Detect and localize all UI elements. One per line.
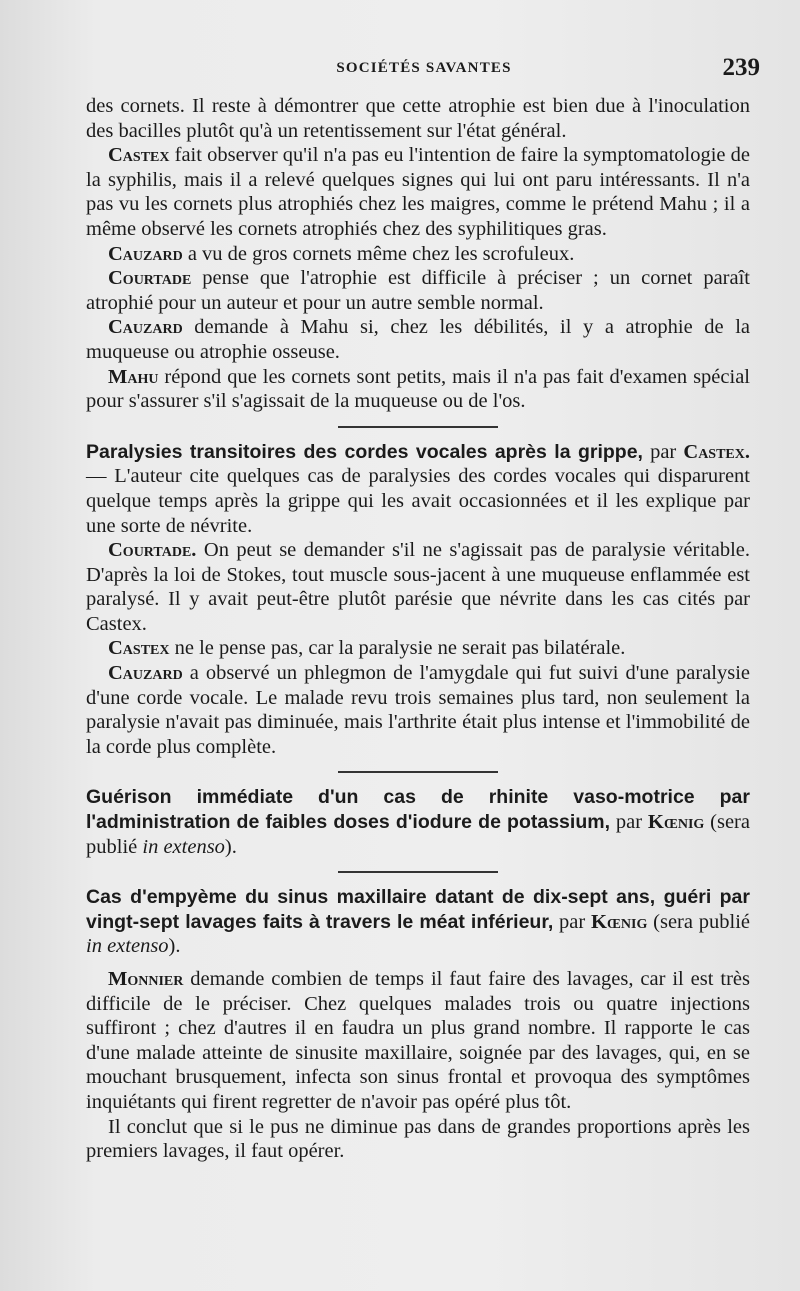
page-header — [88, 54, 760, 84]
section-title-paragraph — [86, 885, 750, 959]
section-title: Paralysies transitoires des cordes vocales après la grippe, — [86, 440, 643, 463]
paragraph — [86, 242, 750, 267]
title-by: par — [553, 910, 591, 933]
paragraph-text: pense que l'atrophie est difficile à préciser ; un cornet paraît atrophié pour un auteur et pour un autre semble normal. — [86, 267, 750, 314]
paragraph-text: répond que les cornets sont petits, mais il n'a pas fait d'examen spécial pour s'assurer s'il s'agissait de la muqueuse ou de l'os. — [86, 365, 750, 413]
paragraph: des cornets. Il reste à démontrer que cette atrophie est bien due à l'inoculation des bacilles plutôt qu'à un retentissement sur l'état général. — [86, 95, 750, 142]
paragraph — [86, 661, 750, 759]
section-title: Cas d'empyème du sinus maxillaire datant de dix-sept ans, guéri par vingt-sept lavages faits à travers le méat inférieur, — [86, 886, 750, 933]
section-divider — [338, 771, 498, 773]
section-divider — [338, 426, 498, 428]
section-title-paragraph — [86, 785, 750, 859]
paragraph — [86, 315, 750, 364]
running-title: SOCIÉTÉS SAVANTES — [336, 60, 512, 76]
paragraph — [86, 266, 750, 315]
paragraph — [86, 636, 750, 661]
in-extenso: in extenso — [86, 935, 169, 958]
speaker-name: Castex — [108, 144, 170, 167]
in-extenso: in extenso — [142, 835, 225, 858]
speaker-name: Cauzard — [108, 242, 183, 265]
paragraph: Il conclut que si le pus ne diminue pas dans de grandes proportions après les premiers lavages, il faut opérer. — [86, 1115, 750, 1163]
spacer — [86, 959, 750, 967]
speaker-name: Courtade. — [108, 539, 197, 562]
paragraph-text: demande combien de temps il faut faire des lavages, car il est très difficile de le préciser. Chez quelques malades trois ou quatre injections suffiront ; chez d'autres il en faudra un plus grand nombre. Il rapporte le cas d'une malade atteinte de sinusite maxillaire, soignée par des lavages, qui, en se mouchant brusquement, infecta son sinus frontal et provoqua des symptômes inquiétants qui firent regretter de n'avoir pas opéré plus tôt. — [86, 968, 750, 1113]
paragraph — [86, 143, 750, 241]
author-name: Kœnig — [647, 811, 705, 834]
paragraph-text: a observé un phlegmon de l'amygdale qui fut suivi d'une paralysie d'une corde vocale. Le malade revu trois semaines plus tard, non seulement la paralysie n'avait pas diminuée, mais l'arthrite était plus intense et l'immobilité de la corde plus complète. — [86, 662, 750, 758]
paragraph-text: a vu de gros cornets même chez les scrofuleux. — [182, 242, 575, 265]
paragraph-text: — L'auteur cite quelques cas de paralysies des cordes vocales qui disparurent quelque temps après la grippe qui les avait occasionnées et il les explique par une sorte de névrite. — [86, 465, 750, 537]
author-name: Kœnig — [590, 910, 648, 933]
paragraph-text: ne le pense pas, car la paralysie ne serait pas bilatérale. — [169, 637, 626, 660]
speaker-name: Monnier — [108, 968, 184, 990]
paren-open: (sera publié — [86, 811, 750, 858]
section-title: Guérison immédiate d'un cas de rhinite vaso-motrice par l'administration de faibles doses d'iodure de potassium, — [86, 786, 750, 834]
speaker-name: Courtade — [108, 267, 192, 290]
paragraph-text: On peut se demander s'il ne s'agissait pas de paralysie véritable. D'après la loi de Stokes, tout muscle sous-jacent à une muqueuse enflammée est paralysé. Il y avait peut-être plutôt parésie que névrite dans les cas cités par Castex. — [86, 539, 750, 635]
paragraph-text: fait observer qu'il n'a pas eu l'intention de faire la symptomatologie de la syphilis, mais il a relevé quelques signes qui lui ont paru intéressants. Il n'a pas vu les cornets plus atrophiés chez les maigres, comme le prétend Mahu ; il a même observé les cornets atrophiés chez des syphilitiques gras. — [86, 144, 750, 240]
paragraph — [86, 967, 750, 1115]
speaker-name: Cauzard — [108, 316, 183, 339]
paren-close: ). — [168, 935, 181, 958]
section-divider — [338, 871, 498, 873]
speaker-name: Cauzard — [108, 662, 183, 685]
speaker-name: Castex — [108, 637, 170, 660]
paragraph-text: demande à Mahu si, chez les débilités, il y a atrophie de la muqueuse ou atrophie osseuse. — [86, 316, 750, 363]
title-by: par — [642, 440, 677, 463]
title-by: par — [610, 811, 648, 834]
paren-close: ). — [224, 835, 237, 858]
author-name: Castex. — [683, 440, 751, 463]
section-title-paragraph — [86, 440, 750, 538]
paren-open: (sera publié — [647, 910, 750, 933]
page-number: 239 — [722, 54, 760, 81]
paragraph — [86, 538, 750, 636]
speaker-name: Mahu — [108, 365, 159, 388]
page-body — [86, 94, 750, 1164]
paragraph — [86, 365, 750, 414]
